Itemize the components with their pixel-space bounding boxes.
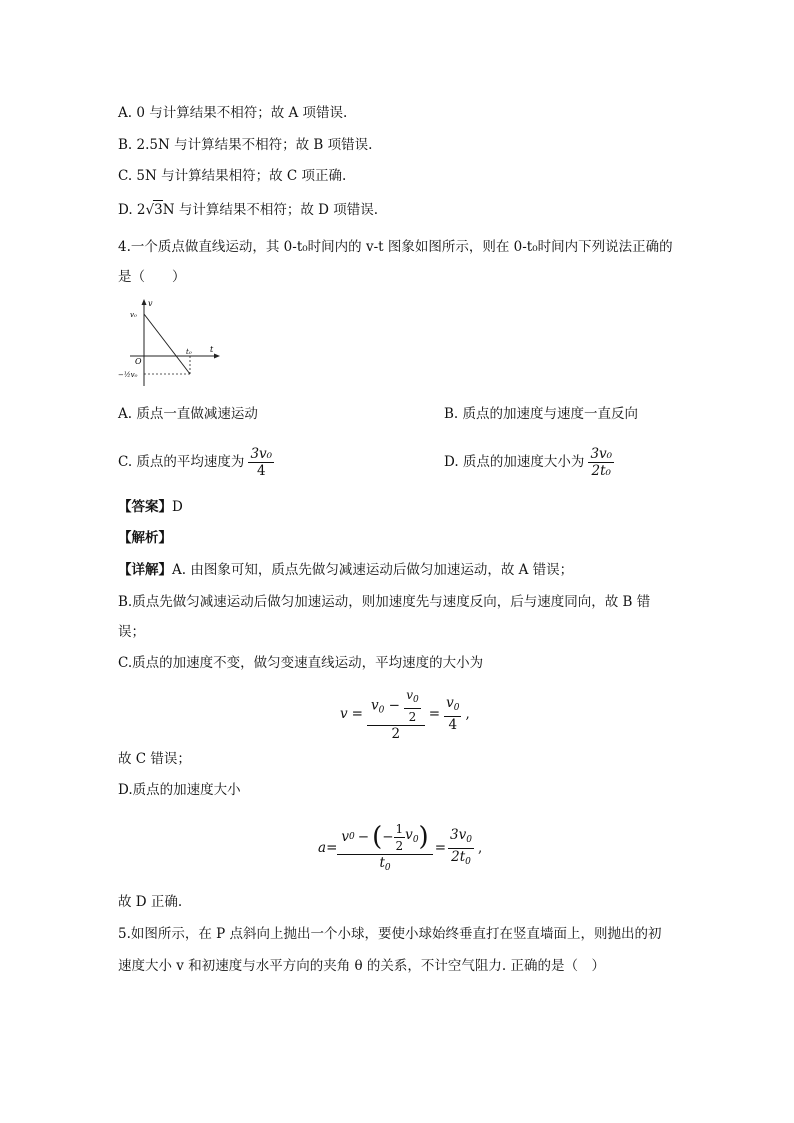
graph-t0-label: t₀ [186, 348, 192, 356]
detail-c-end: 故 C 错误； [118, 751, 191, 767]
answer: 【答案】D [118, 499, 183, 515]
graph-x-label: t [210, 345, 214, 354]
vt-graph [118, 298, 222, 390]
detail-d-end: 故 D 正确. [118, 894, 183, 910]
prev-option-a: A. 0 与计算结果不相符；故 A 项错误. [118, 105, 348, 121]
q5-stem-line1: 5.如图所示，在 P 点斜向上抛出一个小球，要使小球始终垂直打在竖直墙面上，则抛出的初 [118, 926, 662, 942]
average-velocity-equation: v = $v_0$ − $\frac{v_0}{2}$ 2 = $\frac{v_0}{4}$ , [340, 687, 470, 742]
q4-stem-line2: 是（ ） [118, 269, 186, 285]
detail-b-line1: B.质点先做匀减速运动后做匀加速运动，则加速度先与速度反向，后与速度同向，故 B 错 [118, 594, 651, 610]
graph-neg-label: −½v₀ [118, 371, 138, 379]
graph-v0-label: v₀ [130, 311, 137, 319]
prev-option-b: B. 2.5N 与计算结果不相符；故 B 项错误. [118, 137, 373, 153]
q4-stem-line1: 4.一个质点做直线运动，其 0-t₀时间内的 v-t 图象如图所示，则在 0-t₀时间内下列说法正确的 [118, 239, 673, 255]
q4-option-d: D. 质点的加速度大小为 $\frac{\text{3v₀}}{\text{2t₀}}$ [444, 445, 613, 479]
graph-origin: O [135, 357, 142, 366]
detail-c: C.质点的加速度不变，做匀变速直线运动，平均速度的大小为 [118, 655, 484, 671]
q4-option-b: B. 质点的加速度与速度一直反向 [444, 406, 639, 422]
detail-b-line2: 误； [118, 624, 145, 640]
q4-option-a: A. 质点一直做减速运动 [118, 406, 258, 422]
graph-y-label: v [148, 299, 153, 308]
prev-option-c: C. 5N 与计算结果相符；故 C 项正确. [118, 168, 347, 184]
analysis-label: 【解析】 [118, 530, 172, 546]
q5-stem-line2: 速度大小 v 和初速度与水平方向的夹角 θ 的关系，不计空气阻力. 正确的是（ ） [118, 958, 606, 974]
detail-a: 【详解】A. 由图象可知，质点先做匀减速运动后做匀加速运动，故 A 错误； [118, 562, 574, 578]
prev-option-d: D. 2√3N 与计算结果不相符；故 D 项错误. [118, 202, 379, 218]
detail-d: D.质点的加速度大小 [118, 782, 241, 798]
q4-option-c: C. 质点的平均速度为 $\frac{\text{3v₀}}{4}$ [118, 445, 273, 479]
acceleration-equation: a = v 0 − ( − $\frac{1}{2}$ $v_0$ ) $t_0$ = $\frac{3v_0}{2t_0}$ , [318, 821, 483, 873]
